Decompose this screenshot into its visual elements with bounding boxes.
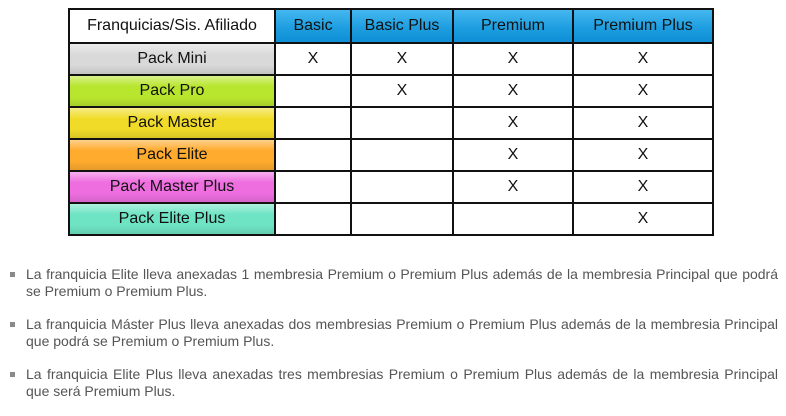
bullet-square-icon [10, 272, 15, 277]
table-cell: X [573, 75, 713, 107]
table-row-pack-master-plus [69, 171, 713, 203]
table-cell: X [453, 75, 573, 107]
bullet-square-icon [10, 372, 15, 377]
bullet-square-icon [10, 322, 15, 327]
table-cell [275, 171, 351, 203]
row-label-pack-master: Pack Master [69, 107, 275, 139]
table-cell [351, 203, 453, 235]
table-header-row [69, 9, 713, 43]
table-cell: X [351, 43, 453, 75]
table-cell: X [453, 107, 573, 139]
table-row-pack-mini [69, 43, 713, 75]
table-cell: X [351, 75, 453, 107]
table-cell [275, 75, 351, 107]
row-label-pack-mini: Pack Mini [69, 43, 275, 75]
table-cell: X [573, 107, 713, 139]
table-row-pack-elite [69, 139, 713, 171]
header-premium-plus: Premium Plus [573, 9, 713, 43]
table-cell: X [453, 139, 573, 171]
table-cell: X [275, 43, 351, 75]
table-cell: X [573, 171, 713, 203]
table-cell: X [573, 43, 713, 75]
row-label-pack-pro: Pack Pro [69, 75, 275, 107]
table-cell: X [453, 43, 573, 75]
table-cell [275, 139, 351, 171]
list-item [10, 316, 778, 350]
table-cell [275, 203, 351, 235]
table-cell [275, 107, 351, 139]
table-row-pack-elite-plus [69, 203, 713, 235]
row-label-pack-elite: Pack Elite [69, 139, 275, 171]
note-text-elite: La franquicia Elite lleva anexadas 1 membresia Premium o Premium Plus además de la membresia Principal que podrá se Premium o Premium Plus. [26, 266, 778, 299]
note-text-elite-plus: La franquicia Elite Plus lleva anexadas tres membresias Premium o Premium Plus además de la membresia Principal que será Premium Plus. [26, 366, 778, 399]
table-cell: X [573, 139, 713, 171]
header-corner-label: Franquicias/Sis. Afiliado [69, 9, 275, 43]
table-cell: X [573, 203, 713, 235]
header-basic: Basic [275, 9, 351, 43]
footnotes-list [10, 266, 778, 416]
list-item [10, 366, 778, 400]
table-row-pack-pro [69, 75, 713, 107]
table-cell: X [453, 171, 573, 203]
header-premium: Premium [453, 9, 573, 43]
row-label-pack-master-plus: Pack Master Plus [69, 171, 275, 203]
table-cell [351, 107, 453, 139]
header-basic-plus: Basic Plus [351, 9, 453, 43]
table-cell [351, 139, 453, 171]
row-label-pack-elite-plus: Pack Elite Plus [69, 203, 275, 235]
table-cell [351, 171, 453, 203]
franchise-membership-table [68, 8, 714, 236]
franchise-table-container [68, 8, 714, 236]
table-row-pack-master [69, 107, 713, 139]
note-text-master-plus: La franquicia Máster Plus lleva anexadas dos membresias Premium o Premium Plus además de la membresia Principal que podrá se Premium o Premium Plus. [26, 316, 778, 349]
table-cell [453, 203, 573, 235]
list-item [10, 266, 778, 300]
